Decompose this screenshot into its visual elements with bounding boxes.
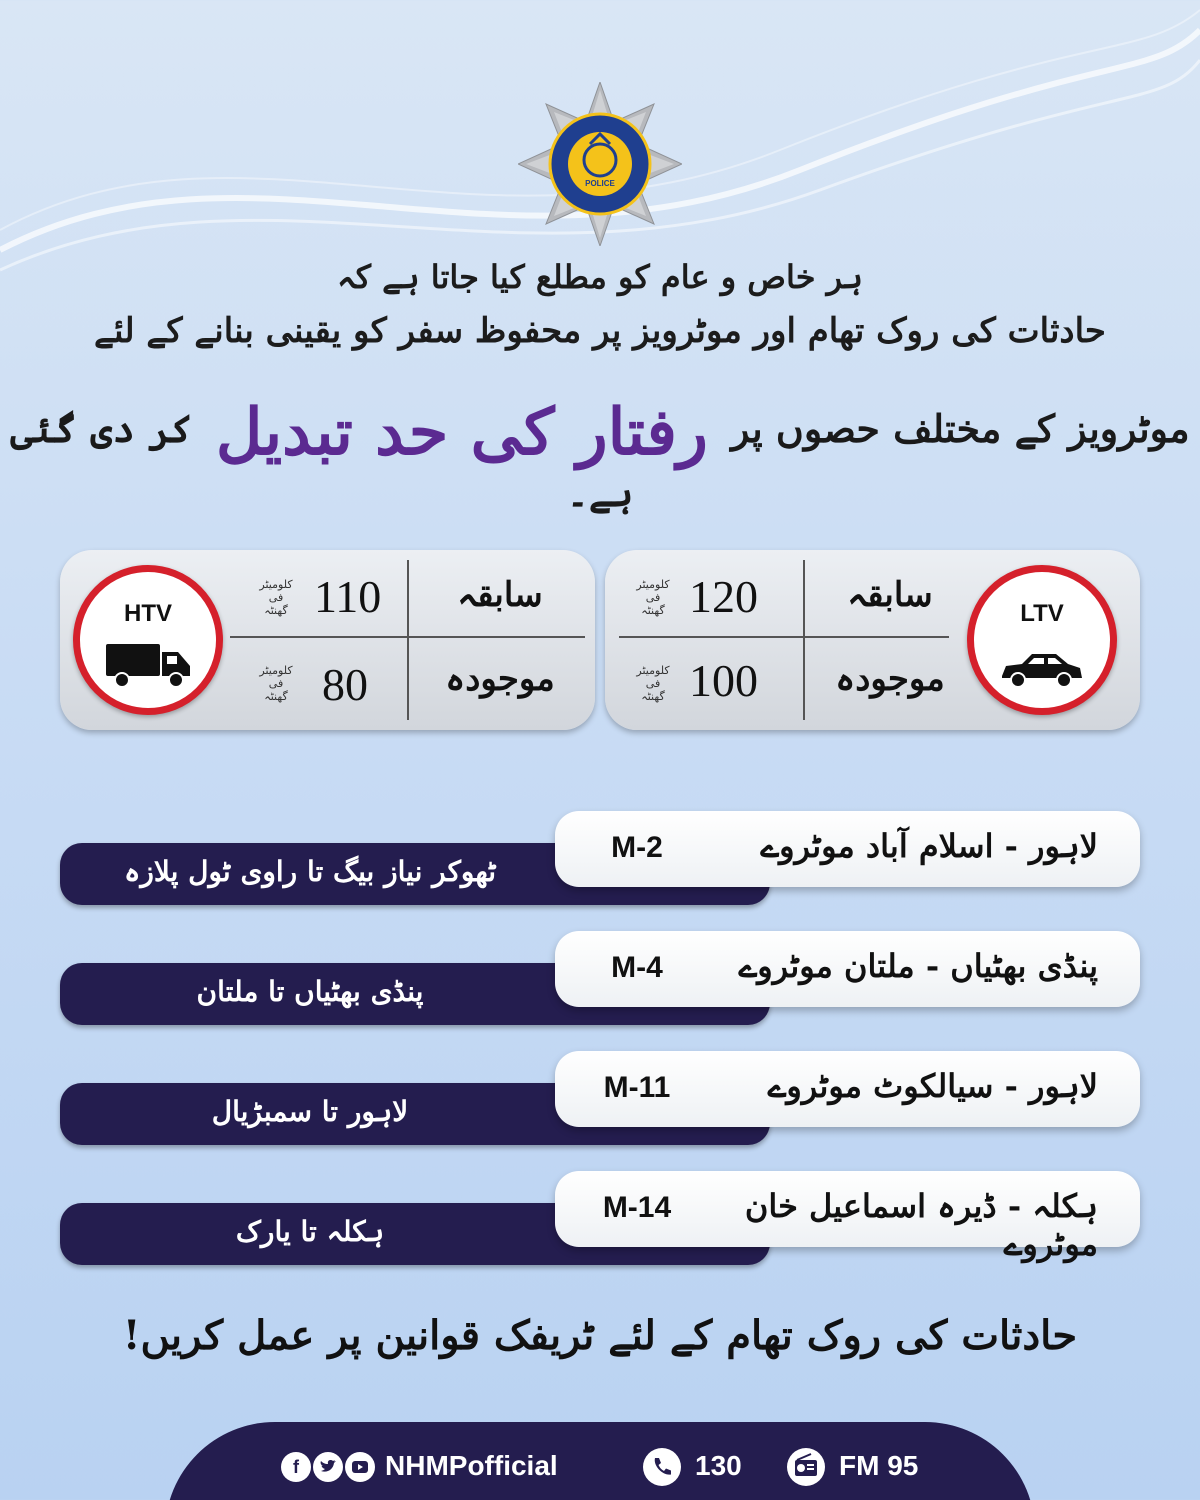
logo-center-text: POLICE [585,179,615,188]
motorway-name-bar [555,1171,1140,1263]
radio-icon [787,1448,825,1486]
motorway-name: ہکلہ - ڈیرہ اسماعیل خان موٹروے [744,1187,1098,1263]
headline [0,395,1200,515]
htv-divider-vertical [407,560,409,720]
ltv-divider-horizontal [619,636,949,638]
motorway-code: M-11 [603,1071,671,1104]
ltv-previous-unit: کلومیٹر فی گھنٹہ [636,578,670,617]
motorway-name: پنڈی بھٹیاں - ملتان موٹروے [738,947,1098,985]
closing-message: حادثات کی روک تھام کے لئے ٹریفک قوانین پر عمل کریں! [122,1312,1078,1359]
ltv-current-label: موجودہ [835,659,945,699]
facebook-icon[interactable]: f [281,1452,311,1482]
ltv-previous-label: سابقہ [847,575,933,615]
htv-previous-value: 110 [314,571,382,622]
police-badge-icon [518,82,682,246]
htv-sign [73,565,223,715]
radio-frequency: FM 95 [839,1450,919,1481]
ltv-speed-panel [605,550,1140,730]
phone-icon [643,1448,681,1486]
motorway-name: لاہور - اسلام آباد موٹروے [760,827,1098,865]
motorway-code: M-14 [602,1191,672,1224]
twitter-icon[interactable] [313,1452,343,1482]
ltv-current-value: 100 [689,655,758,706]
htv-speed-panel [60,550,595,730]
motorway-section: پنڈی بھٹیاں تا ملتان [196,975,424,1008]
social-handle[interactable]: NHMPofficial [385,1450,558,1481]
helpline-number: 130 [695,1450,742,1481]
motorway-code: M-4 [611,951,663,984]
htv-current-value: 80 [322,659,368,710]
htv-current-unit: کلومیٹر فی گھنٹہ [259,664,293,703]
htv-label: HTV [124,600,172,627]
motorway-section: ٹھوکر نیاز بیگ تا راوی ٹول پلازہ [123,855,497,888]
intro-line-2: حادثات کی روک تھام اور موٹرویز پر محفوظ سفر کو یقینی بنانے کے لئے [94,311,1106,351]
youtube-icon[interactable] [345,1452,375,1482]
ltv-label: LTV [1020,600,1064,627]
truck-icon [106,644,192,688]
motorway-name: لاہور - سیالکوٹ موٹروے [767,1067,1098,1105]
motorway-name-bar [555,1051,1140,1127]
motorway-section: ہکلہ تا یارک [235,1215,385,1248]
htv-current-label: موجودہ [445,659,555,699]
car-icon [998,650,1084,690]
headline-highlight: رفتار کی حد تبدیل [215,395,708,470]
motorway-section: لاہور تا سمبڑیال [211,1095,409,1128]
ltv-current-unit: کلومیٹر فی گھنٹہ [636,664,670,703]
ltv-sign [967,565,1117,715]
htv-divider-horizontal [230,636,585,638]
motorway-name-bar [555,931,1140,1007]
intro-line-1: ہر خاص و عام کو مطلع کیا جاتا ہے کہ [336,258,864,296]
motorway-name-bar [555,811,1140,887]
htv-previous-label: سابقہ [457,575,543,615]
headline-before: موٹرویز کے مختلف حصوں پر [731,406,1190,451]
nhmp-logo [518,82,682,246]
motorway-code: M-2 [611,831,663,864]
headline-after: کر دی گئی ہے۔ [10,406,634,515]
htv-previous-unit: کلومیٹر فی گھنٹہ [259,578,293,617]
ltv-previous-value: 120 [689,571,758,622]
footer [165,1422,1035,1500]
